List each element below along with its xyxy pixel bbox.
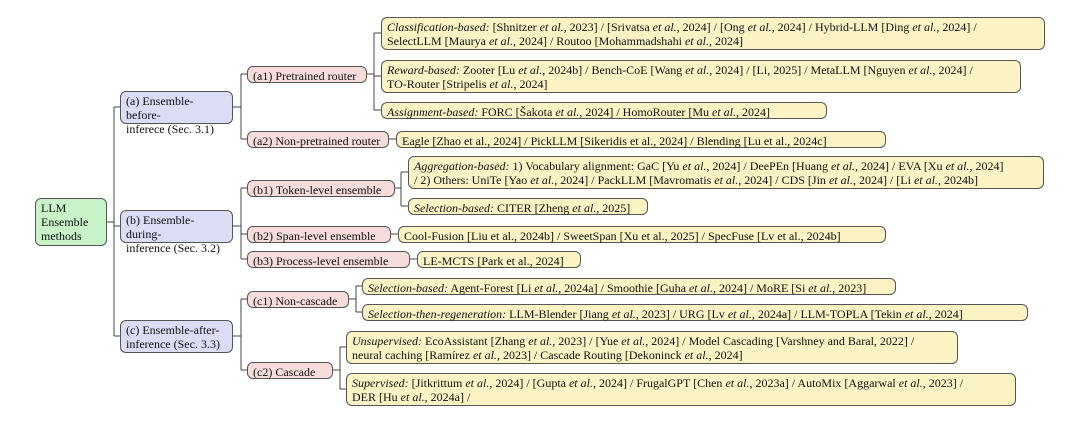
leaf-a1-reward-line-1 (387, 63, 1015, 77)
leaf-a1-reward-text-1: Zooter [Lu et al., 2024b] / Bench-CoE [Wang et al., 2024] / [Li, 2025] / MetaLLM [Nguyen et al., 2024] / (462, 63, 973, 77)
leaf-a1-reward-text-2: TO-Router [Stripelis et al., 2024] (387, 77, 548, 91)
leaf-c1-selection (362, 278, 896, 295)
root-node (35, 198, 107, 246)
leaf-a1-assignment (381, 102, 827, 119)
leaf-a1-assignment-text: FORC [Šakota et al., 2024] / HomoRouter [Mu et al., 2024] (481, 105, 770, 119)
category-c-line-1: (c) Ensemble-after- (126, 323, 220, 337)
root-line-3: methods (41, 229, 82, 243)
leaf-b1-aggregation-text-2: / 2) Others: UniTe [Yao et al., 2024] / PackLLM [Mavromatis et al., 2024] / CDS [Jin et al., 2024] / [Li et al., 2024b] (414, 173, 978, 187)
leaf-a1-assignment-label: Assignment-based: (387, 105, 479, 119)
leaf-a1-classification-text-1: [Shnitzer et al., 2023] / [Srivatsa et al., 2024] / [Ong et al., 2024] / Hybrid-LLM [Ding et al., 2024] / (492, 20, 977, 34)
root-line-1: LLM (41, 201, 67, 215)
leaf-c2-supervised-text-1: [Jitkrittum et al., 2024] / [Gupta et al., 2024] / FrugalGPT [Chen et al., 2023a] / AutoMix [Aggarwal et al., 2023] / (411, 376, 964, 390)
leaf-b1-aggregation (408, 156, 1044, 189)
leaf-c2-unsupervised (346, 331, 958, 364)
leaf-c2-unsupervised-line-1 (352, 334, 952, 348)
leaf-b1-selection-label: Selection-based: (414, 201, 494, 215)
sub-a1-node: (a1) Pretrained router (247, 66, 367, 83)
leaf-c1-selection-text: Agent-Forest [Li et al., 2024a] / Smoothie [Guha et al., 2024] / MoRE [Si et al., 2023] (450, 281, 867, 295)
category-b-node (120, 210, 233, 255)
sub-a2-node: (a2) Non-pretrained router (247, 131, 389, 148)
leaf-c2-supervised-label: Supervised: (352, 376, 409, 390)
category-a-node (120, 91, 233, 136)
leaf-c2-supervised-text-2: DER [Hu et al., 2024a] / (352, 390, 471, 404)
leaf-b1-selection (408, 198, 648, 215)
leaf-b1-aggregation-line-1 (414, 159, 1038, 173)
leaf-b3: LE-MCTS [Park et al., 2024] (417, 251, 581, 268)
category-b-line-1: (b) Ensemble-during- (126, 213, 195, 241)
leaf-b1-selection-text: CITER [Zheng et al., 2025] (496, 201, 631, 215)
leaf-b2: Cool-Fusion [Liu et al., 2024b] / SweetSpan [Xu et al., 2025] / SpecFuse [Lv et al., 2024b] (398, 226, 886, 243)
sub-b3-node: (b3) Process-level ensemble (247, 251, 410, 268)
leaf-c1-regeneration (362, 304, 1028, 321)
leaf-b1-aggregation-label: Aggregation-based: (414, 159, 510, 173)
sub-b1-node: (b1) Token-level ensemble (247, 180, 395, 197)
category-a-line-2: inferece (Sec. 3.1) (126, 122, 214, 136)
sub-c1-node: (c1) Non-cascade (247, 291, 349, 308)
leaf-c2-unsupervised-text-2: neural caching [Ramírez et al., 2023] / Cascade Routing [Dekoninck et al., 2024] (352, 348, 743, 362)
leaf-c2-unsupervised-label: Unsupervised: (352, 334, 422, 348)
leaf-a1-classification (381, 17, 1045, 50)
leaf-b1-aggregation-text-1: 1) Vocabulary alignment: GaC [Yu et al., 2024] / DeePEn [Huang et al., 2024] / EVA [Xu et al., 2024] (512, 159, 1004, 173)
leaf-a1-classification-line-1 (387, 20, 1039, 34)
leaf-a1-classification-text-2: SelectLLM [Maurya et al., 2024] / Routoo [Mohammadshahi et al., 2024] (387, 34, 743, 48)
category-c-line-2: inference (Sec. 3.3) (126, 337, 220, 351)
leaf-a1-reward (381, 60, 1021, 93)
root-line-2: Ensemble (41, 215, 89, 229)
leaf-a1-reward-label: Reward-based: (387, 63, 460, 77)
leaf-c1-regeneration-label: Selection-then-regeneration: (368, 307, 507, 321)
leaf-c1-selection-label: Selection-based: (368, 281, 448, 295)
category-c-node (120, 320, 233, 353)
category-b-line-2: inference (Sec. 3.2) (126, 241, 220, 255)
leaf-c2-unsupervised-text-1: EcoAssistant [Zhang et al., 2023] / [Yue et al., 2024] / Model Cascading [Varshney and Baral, 2022] / (424, 334, 915, 348)
sub-b2-node: (b2) Span-level ensemble (247, 226, 391, 243)
leaf-c2-supervised-line-1 (352, 376, 1010, 390)
leaf-a2: Eagle [Zhao et al., 2024] / PickLLM [Sikeridis et al., 2024] / Blending [Lu et al., 2024c] (396, 131, 886, 148)
category-a-line-1: (a) Ensemble-before- (126, 94, 194, 122)
leaf-c1-regeneration-text: LLM-Blender [Jiang et al., 2023] / URG [Lv et al., 2024a] / LLM-TOPLA [Tekin et al., 2024] (509, 307, 963, 321)
sub-c2-node: (c2) Cascade (247, 362, 333, 379)
leaf-a1-classification-label: Classification-based: (387, 20, 490, 34)
leaf-c2-supervised (346, 373, 1016, 406)
